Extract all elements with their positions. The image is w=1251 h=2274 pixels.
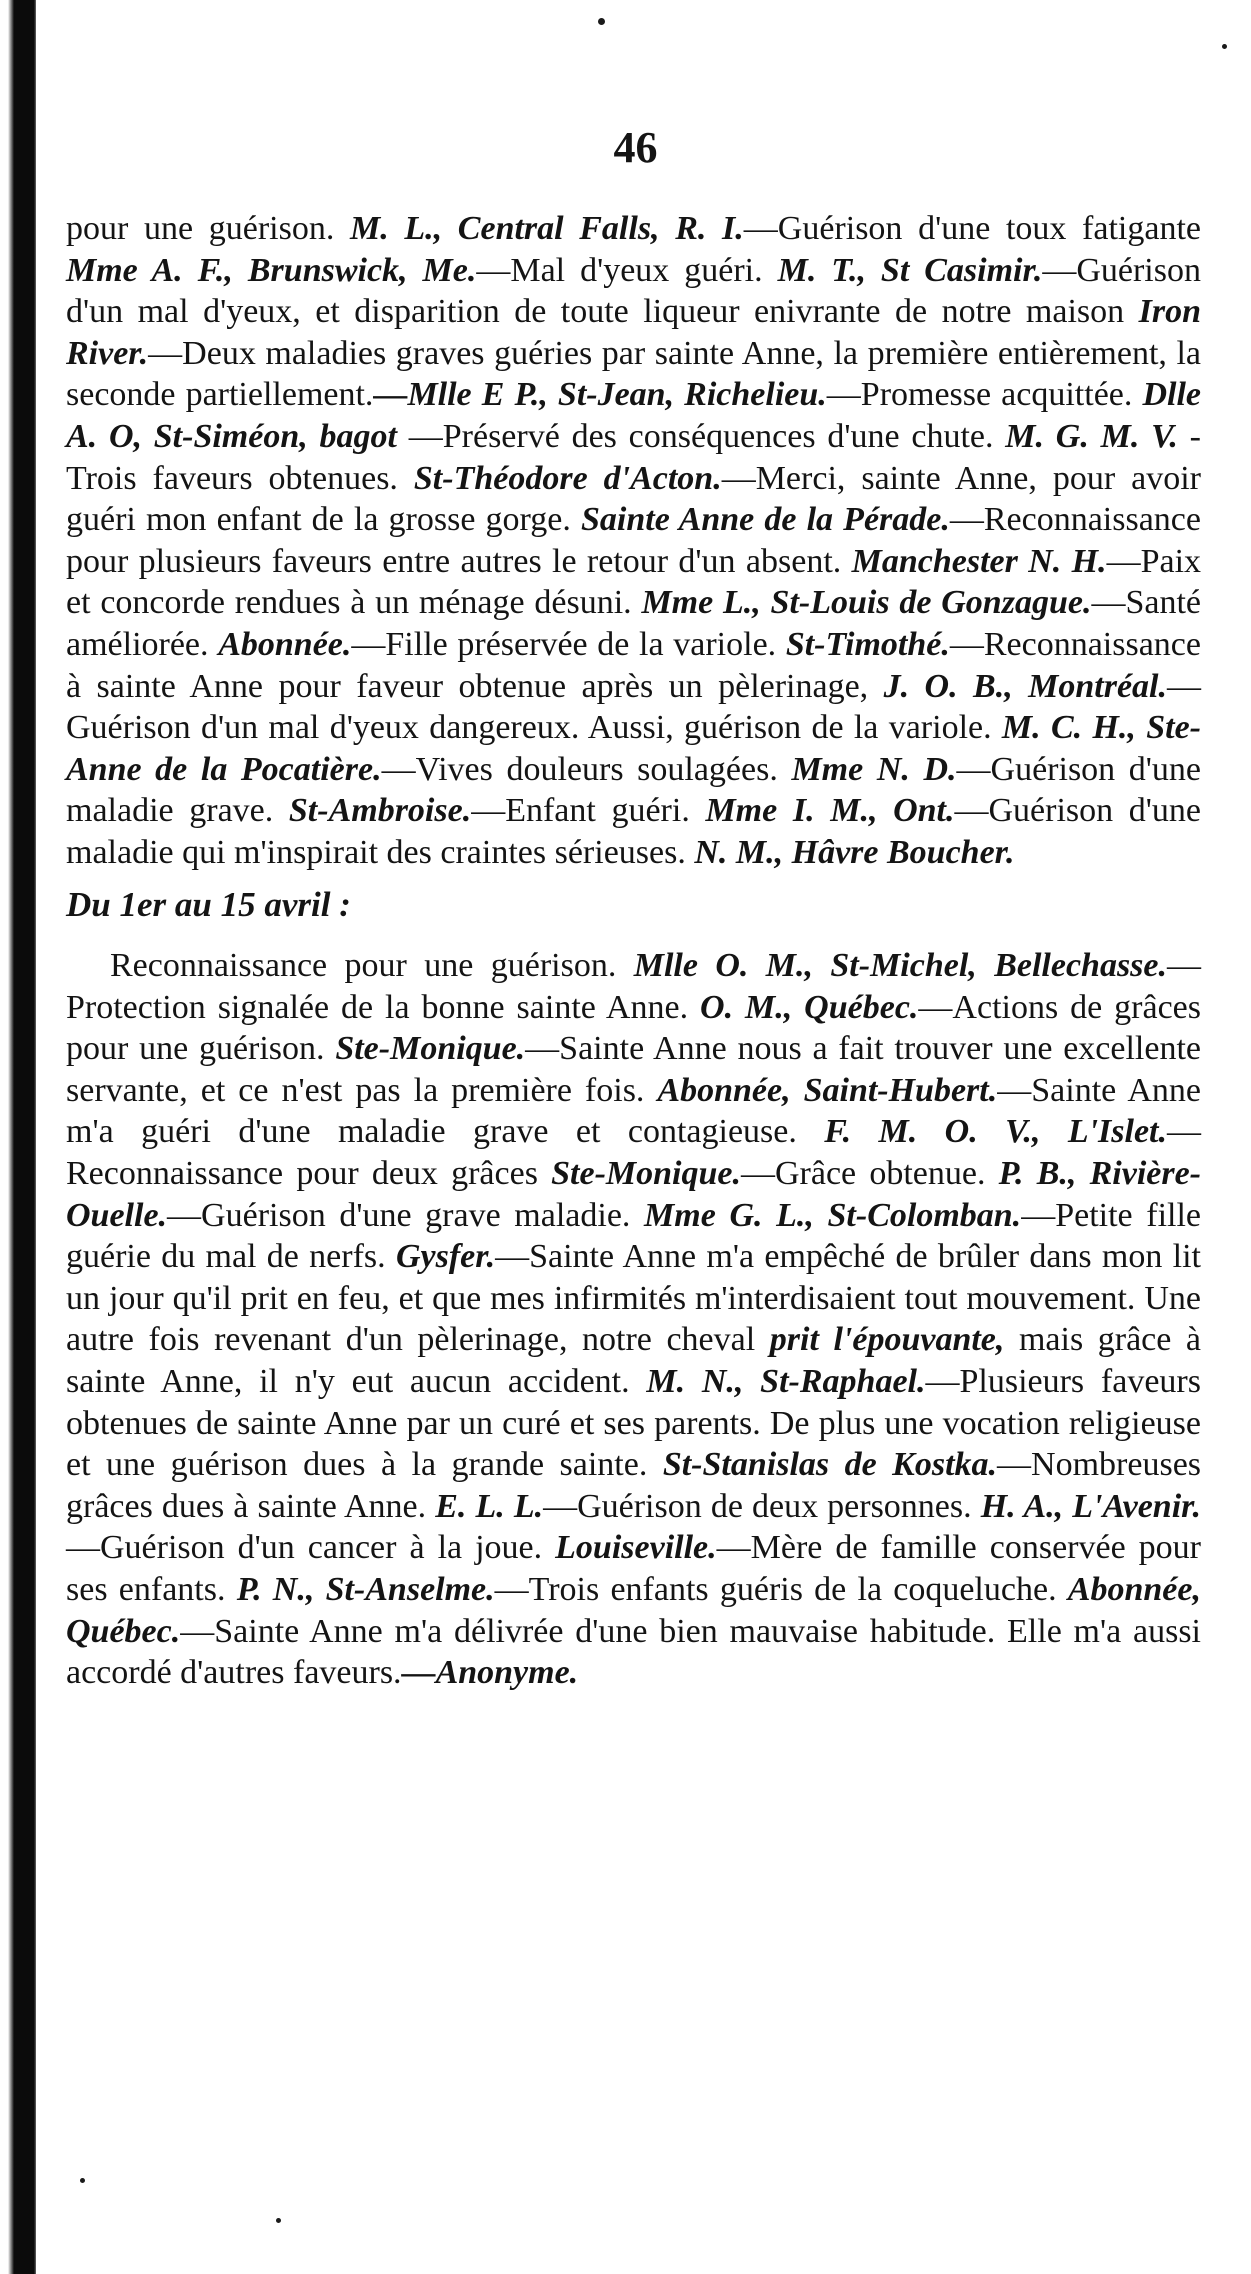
body-text-run: —Reconnaissance pour deux grâces xyxy=(66,1113,1201,1193)
place-or-name-reference: F. M. O. V., L'Islet. xyxy=(824,1113,1167,1151)
body-text-run: —Trois enfants guéris de la coqueluche. xyxy=(494,1571,1068,1608)
ink-speck xyxy=(598,18,605,25)
place-or-name-reference: P. B., Rivière-Ouelle. xyxy=(66,1155,1201,1234)
body-text-run: —Sainte Anne m'a empêché de brûler dans mon lit un jour qu'il prit en feu, et que mes infirmités m'interdisaient tout mouvement. Une autre fois revenant d'un pèlerinage, notre cheval xyxy=(66,1238,1201,1359)
body-text-run: —Mal d'yeux guéri. xyxy=(476,251,778,289)
body-text-run: —Préservé des conséquences d'une chute. xyxy=(396,417,1006,455)
body-text-run: —Promesse acquittée. xyxy=(826,376,1143,414)
place-or-name-reference: St-Ambroise. xyxy=(288,792,472,830)
ink-speck xyxy=(1222,44,1227,49)
place-or-name-reference: Mme G. L., St-Colomban. xyxy=(644,1196,1022,1234)
body-text-run: —Guérison d'une toux fatigante xyxy=(743,210,1201,247)
place-or-name-reference: J. O. B., Montréal. xyxy=(883,667,1167,705)
body-text-run: —Nombreuses grâces dues à sainte Anne. xyxy=(66,1446,1202,1525)
place-or-name-reference: prit l'épouvante, xyxy=(769,1321,1005,1359)
body-text-run: - Trois faveurs obtenues. xyxy=(66,417,1202,497)
place-or-name-reference: M. T., St Casimir. xyxy=(777,251,1043,289)
place-or-name-reference: P. N., St-Anselme. xyxy=(236,1571,495,1608)
date-range-heading: Du 1er au 15 avril : xyxy=(66,884,351,924)
place-or-name-reference: Mlle O. M., St-Michel, Bellechasse. xyxy=(633,947,1167,985)
body-text-run: —Actions de grâces pour une guérison. xyxy=(66,988,1201,1068)
place-or-name-reference: M. G. M. V. xyxy=(1005,417,1178,455)
body-text-run: —Sainte Anne m'a guéri d'une maladie grave et contagieuse. xyxy=(66,1071,1201,1151)
place-or-name-reference: Manchester N. H. xyxy=(851,542,1107,580)
body-text-run: —Protection signalée de la bonne sainte Anne. xyxy=(66,947,1201,1026)
body-text-run: —Guérison d'une maladie qui m'inspirait des craintes sérieuses. xyxy=(66,792,1201,871)
body-text-run: mais grâce à sainte Anne, il n'y eut aucun accident. xyxy=(66,1321,1201,1401)
place-or-name-reference: O. M., Québec. xyxy=(700,988,919,1026)
page-body xyxy=(66,208,1201,1694)
body-text-run: —Guérison d'un mal d'yeux dangereux. Aussi, guérison de la variole. xyxy=(66,667,1201,747)
place-or-name-reference: Dlle A. O, St-Siméon, bagot xyxy=(66,376,1201,455)
body-text-run: —Guérison d'un mal d'yeux, et disparition de toute liqueur enivrante de notre maison xyxy=(66,251,1201,331)
body-text-run: —Reconnaissance à sainte Anne pour faveur obtenue après un pèlerinage, xyxy=(66,625,1201,705)
body-text-run: —Sainte Anne m'a délivrée d'une bien mauvaise habitude. Elle m'a aussi accordé d'autres faveurs. xyxy=(66,1612,1201,1692)
place-or-name-reference: M. L., Central Falls, R. I. xyxy=(349,210,744,247)
body-text-run: —Guérison d'une grave maladie. xyxy=(167,1196,645,1234)
place-or-name-reference: St-Timothé. xyxy=(785,625,950,663)
place-or-name-reference: Mme I. M., Ont. xyxy=(705,792,955,830)
place-or-name-reference: —Mlle E P., St-Jean, Richelieu. xyxy=(373,376,827,414)
body-text-run: —Guérison d'un cancer à la joue. xyxy=(66,1529,556,1567)
paragraph-thanksgivings-part-2 xyxy=(66,945,1201,1694)
body-text-run: —Reconnaissance pour plusieurs faveurs entre autres le retour d'un absent. xyxy=(66,501,1201,580)
body-text-run: —Vives douleurs soulagées. xyxy=(381,750,792,788)
place-or-name-reference: —Anonyme. xyxy=(401,1654,579,1692)
body-text-run: —Guérison de deux personnes. xyxy=(543,1487,981,1525)
place-or-name-reference: Gysfer. xyxy=(395,1238,496,1276)
body-text-run: —Mère de famille conservée pour ses enfants. xyxy=(66,1529,1201,1608)
place-or-name-reference: Iron River. xyxy=(66,293,1201,372)
place-or-name-reference: Abonnée, Québec. xyxy=(66,1571,1201,1650)
place-or-name-reference: H. A., L'Avenir. xyxy=(980,1487,1202,1525)
place-or-name-reference: Mme L., St-Louis de Gonzague. xyxy=(641,584,1092,622)
body-text-run: —Santé améliorée. xyxy=(66,584,1201,663)
body-text-run: —Fille préservée de la variole. xyxy=(351,625,786,663)
place-or-name-reference: St-Stanislas de Kostka. xyxy=(662,1446,998,1484)
body-text-run: pour une guérison. xyxy=(66,210,350,247)
page-number: 46 xyxy=(613,123,658,172)
body-text-run: —Sainte Anne nous a fait trouver une excellente servante, et ce n'est pas la première fois. xyxy=(66,1030,1201,1109)
place-or-name-reference: Abonnée, Saint-Hubert. xyxy=(657,1071,998,1109)
body-text-run: —Paix et concorde rendues à un ménage désuni. xyxy=(66,542,1202,622)
place-or-name-reference: M. N., St-Raphael. xyxy=(646,1363,926,1401)
ink-speck xyxy=(80,2178,85,2183)
place-or-name-reference: Abonnée. xyxy=(218,625,352,663)
place-or-name-reference: N. M., Hâvre Boucher. xyxy=(694,833,1015,871)
paragraph-thanksgivings-part-1 xyxy=(66,208,1201,874)
place-or-name-reference: Ste-Monique. xyxy=(551,1155,741,1193)
body-text-run: —Plusieurs faveurs obtenues de sainte Anne par un curé et ses parents. De plus une vocation religieuse et une guérison dues à la grande sainte. xyxy=(66,1363,1201,1484)
body-text-run: —Enfant guéri. xyxy=(471,792,706,830)
ink-speck xyxy=(276,2218,281,2223)
place-or-name-reference: Mme N. D. xyxy=(791,750,957,788)
place-or-name-reference: Ste-Monique. xyxy=(335,1030,526,1068)
body-text-run: —Deux maladies graves guéries par sainte Anne, la première entièrement, la seconde partiellement. xyxy=(66,334,1201,414)
place-or-name-reference: M. C. H., Ste-Anne de la Pocatière. xyxy=(66,709,1201,788)
body-text-run: Reconnaissance pour une guérison. xyxy=(110,947,634,985)
body-text-run: —Guérison d'une maladie grave. xyxy=(66,750,1201,830)
place-or-name-reference: E. L. L. xyxy=(435,1487,544,1525)
body-text-run: —Merci, sainte Anne, pour avoir guéri mon enfant de la grosse gorge. xyxy=(66,459,1201,539)
body-text-run: —Petite fille guérie du mal de nerfs. xyxy=(66,1196,1201,1276)
place-or-name-reference: Sainte Anne de la Pérade. xyxy=(580,501,950,539)
place-or-name-reference: St-Théodore d'Acton. xyxy=(413,459,722,497)
place-or-name-reference: Louiseville. xyxy=(555,1529,717,1567)
body-text-run: —Grâce obtenue. xyxy=(741,1155,999,1193)
book-binding-edge xyxy=(0,0,36,2274)
place-or-name-reference: Mme A. F., Brunswick, Me. xyxy=(66,251,477,289)
